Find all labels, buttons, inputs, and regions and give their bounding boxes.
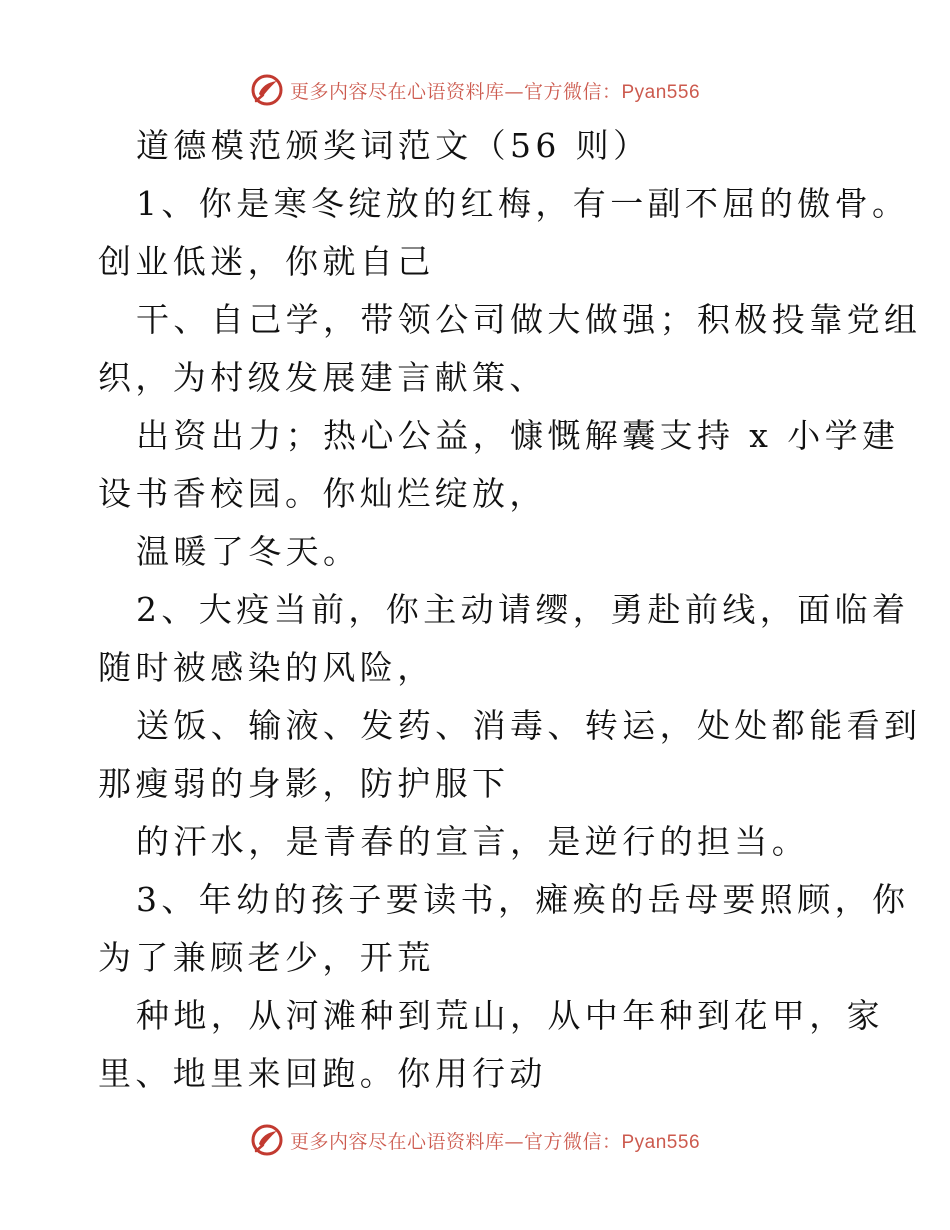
text-line: 织，为村级发展建言献策、 bbox=[98, 358, 547, 397]
document-title: 道德模范颁奖词范文（56 则） bbox=[136, 126, 651, 165]
watermark-id: Pyan556 bbox=[621, 81, 701, 103]
watermark-separator: —官方微信： bbox=[504, 1130, 622, 1153]
text-line: 设书香校园。你灿烂绽放， bbox=[98, 474, 547, 513]
text-line: 温暖了冬天。 bbox=[136, 532, 361, 571]
text-line: 3、年幼的孩子要读书，瘫痪的岳母要照顾，你 bbox=[136, 880, 910, 919]
watermark-main: 更多内容尽在心语资料库 bbox=[289, 80, 505, 103]
text-line: 那瘦弱的身影，防护服下 bbox=[98, 764, 510, 803]
text-line: 创业低迷，你就自己 bbox=[98, 242, 435, 281]
text-line: 种地，从河滩种到荒山，从中年种到花甲，家 bbox=[136, 996, 884, 1035]
watermark-separator: —官方微信： bbox=[504, 80, 622, 103]
brand-logo-icon bbox=[250, 1123, 284, 1157]
watermark-main: 更多内容尽在心语资料库 bbox=[289, 1130, 505, 1153]
text-line: 的汗水，是青春的宣言，是逆行的担当。 bbox=[136, 822, 810, 861]
brand-logo-icon bbox=[250, 73, 284, 107]
document-body bbox=[98, 117, 922, 1103]
text-line: 为了兼顾老少，开荒 bbox=[98, 938, 435, 977]
header-watermark bbox=[0, 70, 950, 110]
watermark-text bbox=[290, 77, 700, 104]
watermark-id: Pyan556 bbox=[621, 1131, 701, 1153]
text-line: 送饭、输液、发药、消毒、转运，处处都能看到 bbox=[136, 706, 922, 745]
text-line: 出资出力；热心公益，慷慨解囊支持 x 小学建 bbox=[136, 416, 900, 455]
text-line: 2、大疫当前，你主动请缨，勇赴前线，面临着 bbox=[136, 590, 910, 629]
text-line: 里、地里来回跑。你用行动 bbox=[98, 1054, 547, 1093]
text-line: 随时被感染的风险， bbox=[98, 648, 435, 687]
text-line: 干、自己学，带领公司做大做强；积极投靠党组 bbox=[136, 300, 922, 339]
text-line: 1、你是寒冬绽放的红梅，有一副不屈的傲骨。 bbox=[136, 184, 910, 223]
footer-watermark bbox=[0, 1120, 950, 1160]
watermark-text bbox=[290, 1127, 700, 1154]
